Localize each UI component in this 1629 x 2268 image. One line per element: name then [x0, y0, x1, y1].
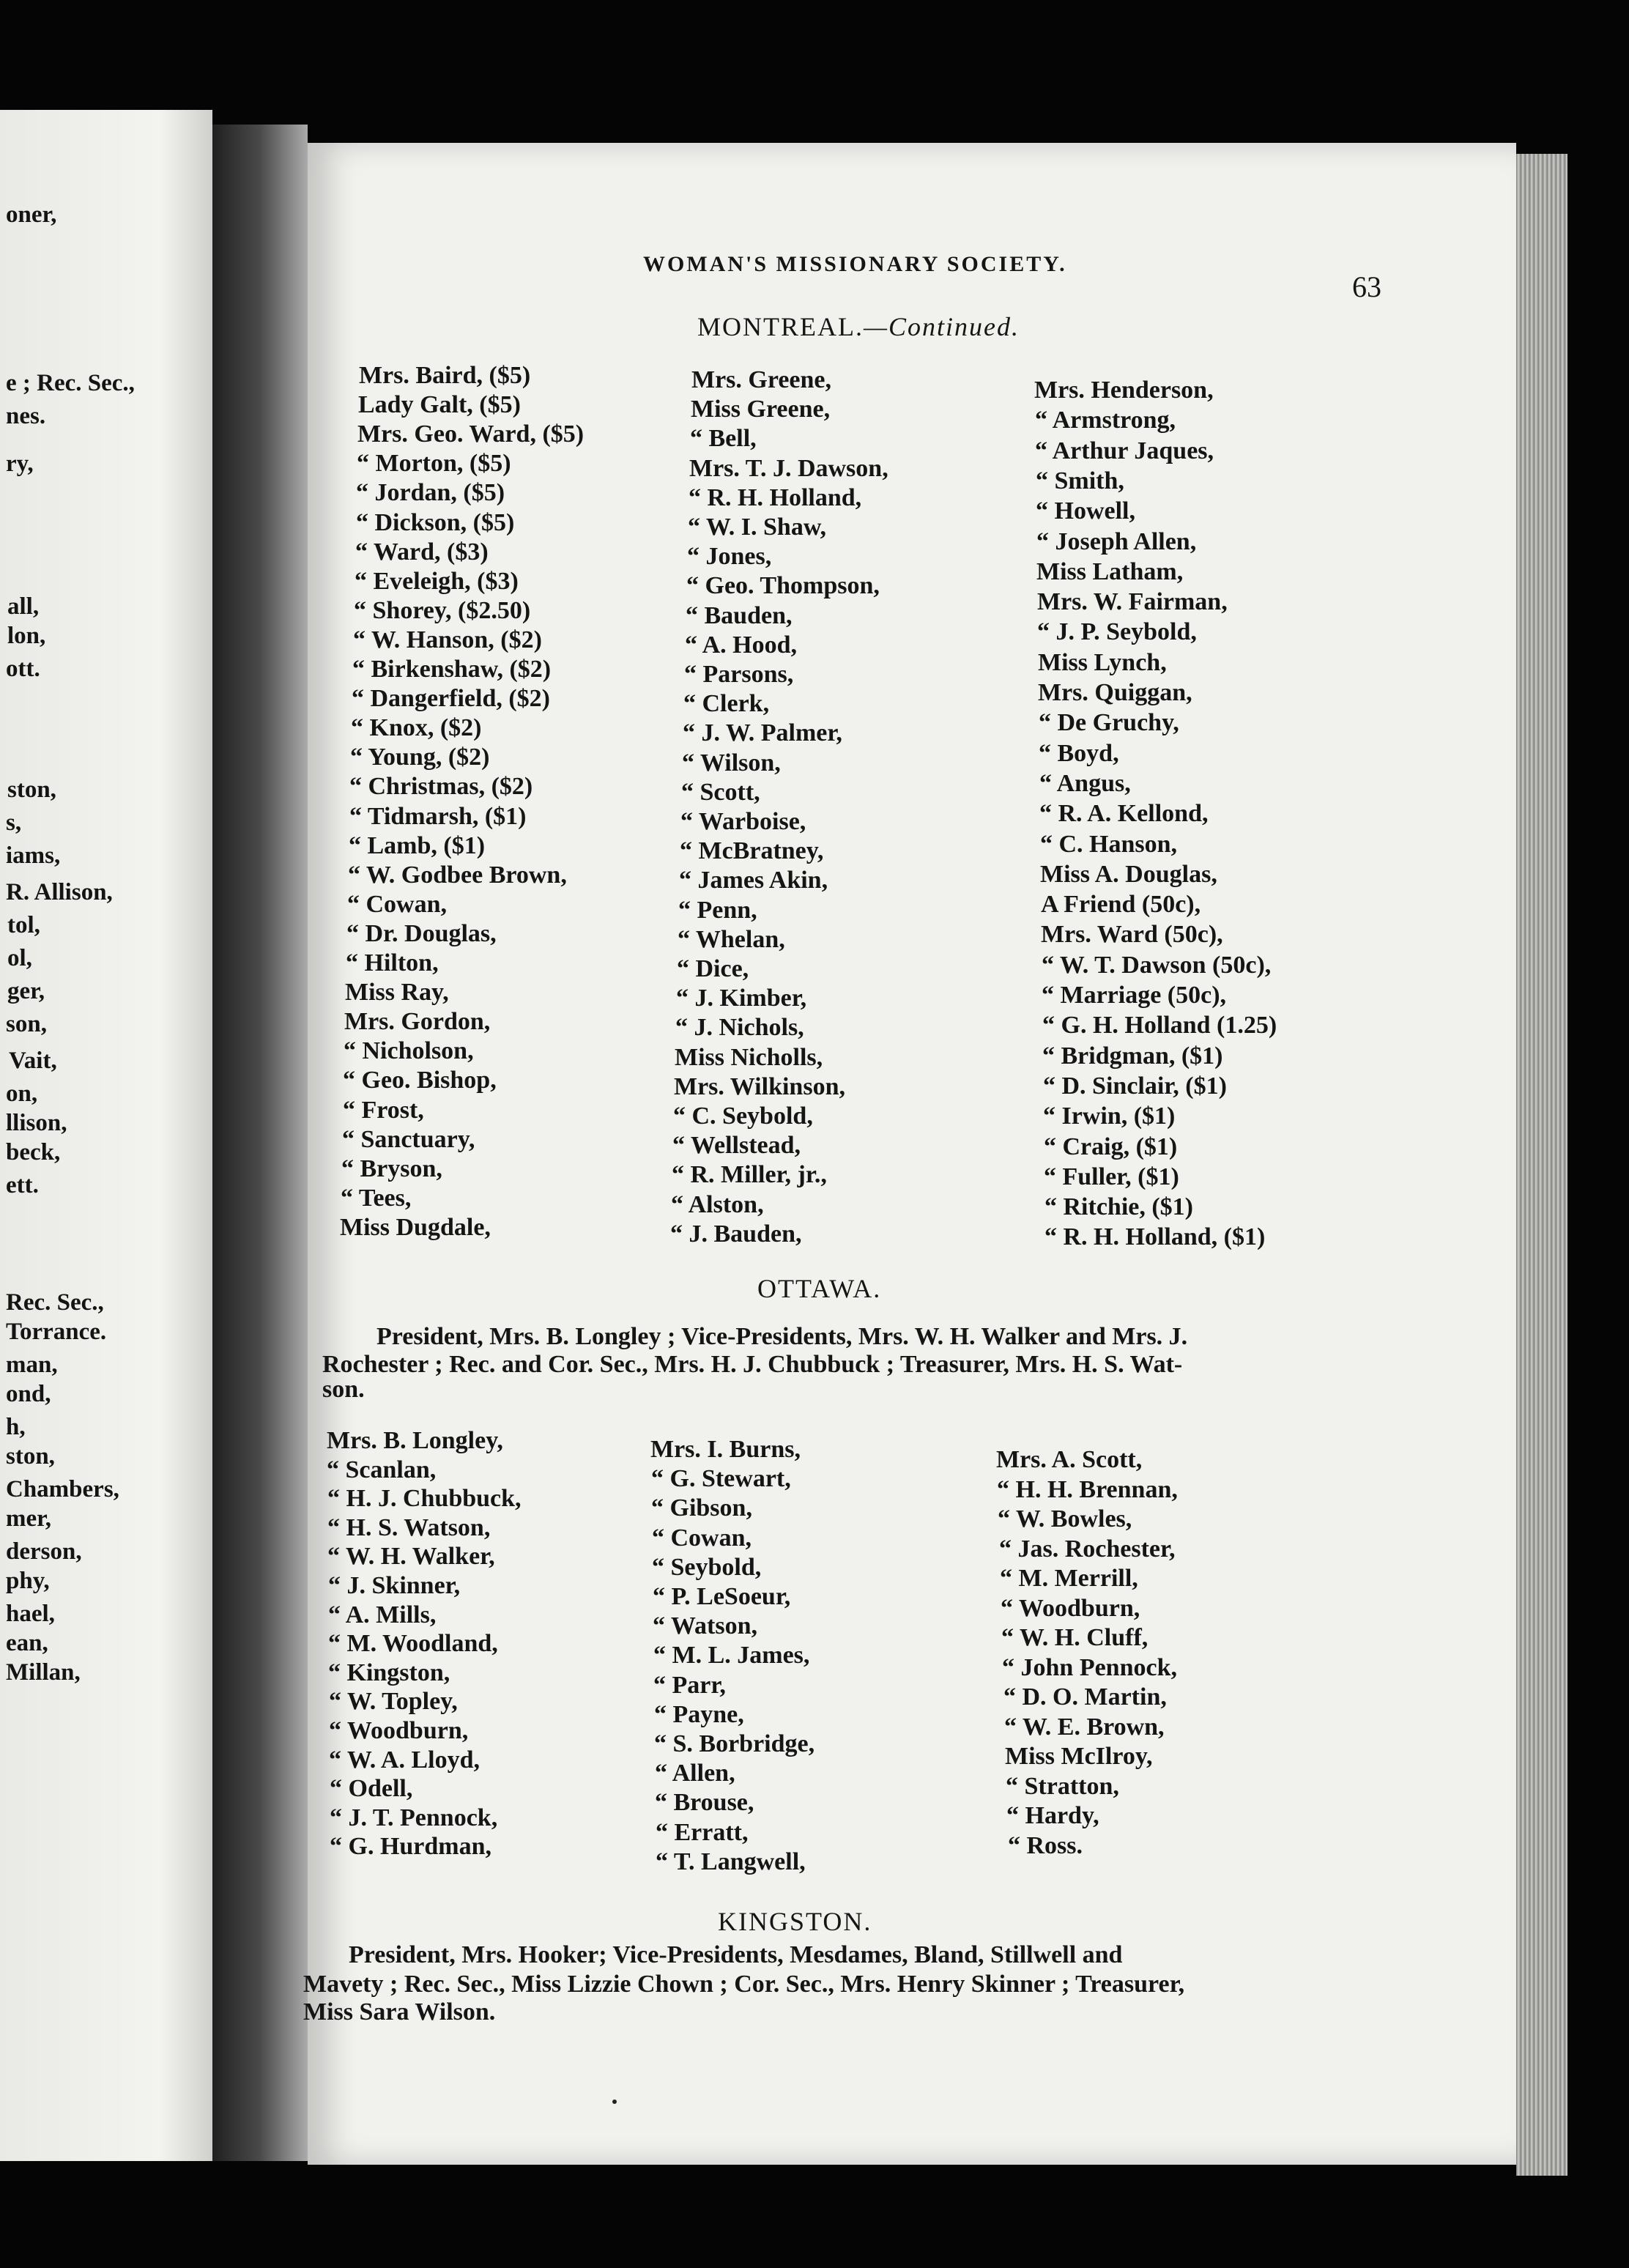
left-page-fragment: Rec. Sec., — [6, 1289, 104, 1316]
montreal-col2-entry: “ Warboise, — [680, 808, 806, 835]
montreal-col3-entry: “ Arthur Jaques, — [1035, 437, 1214, 464]
ottawa-col2-entry: “ M. L. James, — [653, 1642, 810, 1669]
left-page — [0, 110, 212, 2161]
montreal-col1-entry: “ Tees, — [341, 1185, 412, 1212]
ottawa-col3-entry: “ M. Merrill, — [1000, 1565, 1138, 1592]
left-page-fragment: tol, — [7, 912, 40, 938]
montreal-col1-entry: “ Sanctuary, — [342, 1126, 475, 1153]
ottawa-col2-entry: “ Payne, — [654, 1701, 744, 1728]
montreal-col2-entry: “ Jones, — [687, 543, 772, 570]
left-page-fragment: mer, — [6, 1505, 52, 1532]
montreal-col1-entry: “ Ward, ($3) — [355, 538, 489, 566]
montreal-col3-entry: “ Irwin, ($1) — [1043, 1102, 1176, 1130]
kingston-officer-line: Mavety ; Rec. Sec., Miss Lizzie Chown ; Cor. Sec., Mrs. Henry Skinner ; Treasurer, — [303, 1971, 1185, 1998]
ottawa-col1-entry: “ Woodburn, — [329, 1717, 469, 1744]
montreal-col3-entry: “ G. H. Holland (1.25) — [1042, 1012, 1277, 1039]
montreal-col3-entry: A Friend (50c), — [1041, 891, 1201, 918]
montreal-col2-entry: “ Wellstead, — [672, 1132, 801, 1159]
montreal-col3-entry: “ Ritchie, ($1) — [1044, 1193, 1194, 1220]
montreal-col1-entry: Mrs. Gordon, — [344, 1008, 491, 1035]
montreal-col2-entry: “ Dice, — [677, 955, 749, 982]
left-page-fragment: llison, — [6, 1110, 67, 1136]
montreal-col3-entry: Mrs. Quiggan, — [1038, 679, 1192, 706]
montreal-col1-entry: Mrs. Geo. Ward, ($5) — [357, 420, 585, 448]
montreal-col2-entry: Mrs. T. J. Dawson, — [689, 455, 888, 482]
montreal-title: MONTREAL. — [697, 312, 864, 341]
montreal-col1-entry: “ W. Hanson, ($2) — [353, 626, 542, 653]
montreal-col3-entry: “ J. P. Seybold, — [1037, 618, 1197, 645]
ottawa-col2-entry: “ Watson, — [653, 1612, 757, 1639]
montreal-col2-entry: “ Penn, — [678, 897, 757, 924]
montreal-col3-entry: “ Angus, — [1039, 770, 1131, 797]
montreal-col2-entry: “ J. Nichols, — [675, 1014, 804, 1041]
left-page-fragment: ry, — [6, 451, 34, 477]
ottawa-col2-entry: “ T. Langwell, — [656, 1848, 806, 1875]
left-page-fragment: Torrance. — [6, 1319, 107, 1345]
montreal-col1-entry: “ Dickson, ($5) — [356, 509, 515, 536]
montreal-col3-entry: “ Armstrong, — [1035, 407, 1176, 434]
montreal-col2-entry: “ A. Hood, — [685, 631, 798, 659]
montreal-col3-entry: “ Smith, — [1036, 467, 1124, 494]
montreal-col3-entry: Miss Latham, — [1036, 558, 1184, 585]
ottawa-heading: OTTAWA. — [757, 1274, 882, 1303]
montreal-col3-entry: Miss Lynch, — [1038, 649, 1167, 676]
montreal-col3-entry: Mrs. Henderson, — [1034, 377, 1214, 404]
montreal-col1-entry: “ W. Godbee Brown, — [348, 861, 567, 889]
montreal-col1-entry: “ Shorey, ($2.50) — [354, 597, 531, 624]
left-page-fragment: ond, — [6, 1381, 51, 1407]
montreal-col3-entry: “ Fuller, ($1) — [1044, 1163, 1179, 1190]
book-gutter — [212, 125, 308, 2161]
left-page-fragment: Millan, — [6, 1659, 81, 1686]
ottawa-col1-entry: “ Odell, — [330, 1775, 413, 1802]
montreal-col2-entry: “ McBratney, — [680, 837, 824, 864]
ottawa-col1-entry: “ G. Hurdman, — [330, 1833, 492, 1860]
ottawa-col1-entry: “ A. Mills, — [328, 1601, 437, 1628]
ottawa-col3-entry: “ John Pennock, — [1002, 1654, 1177, 1681]
ottawa-col1-entry: “ W. H. Walker, — [327, 1543, 495, 1570]
montreal-col1-entry: “ Birkenshaw, ($2) — [352, 656, 552, 683]
montreal-col1-entry: “ Lamb, ($1) — [349, 832, 486, 859]
montreal-col2-entry: “ J. Kimber, — [676, 985, 807, 1012]
ottawa-col1-entry: “ W. A. Lloyd, — [329, 1746, 480, 1774]
ottawa-col1-entry: Mrs. B. Longley, — [327, 1427, 503, 1454]
montreal-col1-entry: Miss Dugdale, — [340, 1214, 491, 1241]
ottawa-col3-entry: “ Jas. Rochester, — [999, 1535, 1176, 1563]
ottawa-col3-entry: “ Ross. — [1008, 1832, 1083, 1859]
montreal-col1-entry: “ Nicholson, — [344, 1037, 474, 1064]
left-page-fragment: son, — [6, 1011, 47, 1037]
montreal-col2-entry: Miss Greene, — [691, 396, 831, 423]
montreal-col3-entry: “ R. H. Holland, ($1) — [1044, 1223, 1266, 1250]
montreal-col2-entry: “ J. Bauden, — [670, 1220, 802, 1248]
montreal-col1-entry: “ Geo. Bishop, — [343, 1067, 497, 1094]
montreal-heading — [697, 311, 1020, 342]
montreal-continued: —Continued. — [864, 312, 1020, 341]
montreal-col2-entry: Mrs. Wilkinson, — [674, 1073, 845, 1100]
ottawa-col2-entry: “ P. LeSoeur, — [653, 1583, 791, 1610]
ottawa-officer-line: Rochester ; Rec. and Cor. Sec., Mrs. H. J. Chubbuck ; Treasurer, Mrs. H. S. Wat- — [322, 1351, 1183, 1378]
left-page-fragment: ol, — [7, 945, 32, 971]
montreal-col2-entry: “ W. I. Shaw, — [688, 514, 826, 541]
ottawa-col3-entry: “ W. H. Cluff, — [1001, 1624, 1149, 1651]
montreal-col2-entry: “ Bell, — [690, 425, 757, 452]
montreal-col3-entry: Mrs. Ward (50c), — [1041, 921, 1223, 948]
left-page-fragment: ean, — [6, 1630, 48, 1656]
montreal-col1-entry: “ Dr. Douglas, — [346, 920, 497, 947]
montreal-col2-entry: Miss Nicholls, — [675, 1044, 823, 1071]
montreal-col1-entry: “ Eveleigh, ($3) — [355, 568, 519, 595]
ottawa-col1-entry: “ Scanlan, — [327, 1456, 437, 1483]
left-page-fragment: ger, — [7, 978, 45, 1004]
montreal-col2-entry: Mrs. Greene, — [691, 366, 832, 393]
montreal-col2-entry: “ R. Miller, jr., — [672, 1161, 827, 1188]
montreal-col3-entry: “ Marriage (50c), — [1042, 982, 1227, 1009]
montreal-col1-entry: “ Young, ($2) — [350, 744, 490, 771]
left-page-fragment: iams, — [6, 842, 61, 869]
left-page-fragment: e ; Rec. Sec., — [6, 370, 135, 396]
ottawa-officer-line: President, Mrs. B. Longley ; Vice-Presidents, Mrs. W. H. Walker and Mrs. J. — [376, 1323, 1188, 1350]
left-page-fragment: ston, — [6, 1443, 55, 1470]
ottawa-col1-entry: “ M. Woodland, — [328, 1630, 498, 1657]
montreal-col3-entry: “ D. Sinclair, ($1) — [1043, 1072, 1227, 1100]
ottawa-col1-entry: “ H. S. Watson, — [327, 1514, 491, 1541]
ottawa-col3-entry: “ Woodburn, — [1001, 1595, 1140, 1622]
ottawa-col2-entry: “ Cowan, — [652, 1524, 752, 1552]
ottawa-col2-entry: “ Allen, — [655, 1760, 735, 1787]
montreal-col2-entry: “ Clerk, — [683, 690, 770, 717]
montreal-col3-entry: “ Joseph Allen, — [1036, 528, 1197, 555]
montreal-col1-entry: “ Dangerfield, ($2) — [352, 685, 551, 712]
ottawa-col1-entry: “ J. T. Pennock, — [330, 1804, 498, 1831]
montreal-col1-entry: “ Hilton, — [346, 949, 439, 976]
montreal-col1-entry: “ Jordan, ($5) — [356, 479, 505, 506]
montreal-col2-entry: “ Parsons, — [684, 661, 794, 688]
ottawa-col3-entry: “ W. Bowles, — [998, 1505, 1132, 1533]
ottawa-col2-entry: “ Gibson, — [651, 1494, 752, 1522]
ottawa-col3-entry: Mrs. A. Scott, — [996, 1446, 1143, 1473]
left-page-fragment: on, — [6, 1081, 38, 1107]
left-page-fragment: h, — [6, 1414, 26, 1440]
montreal-col1-entry: “ Knox, ($2) — [351, 714, 482, 741]
left-page-fragment: ott. — [6, 656, 40, 682]
montreal-col1-entry: Mrs. Baird, ($5) — [359, 362, 531, 389]
montreal-col3-entry: “ Craig, ($1) — [1044, 1133, 1178, 1160]
montreal-col3-entry: Mrs. W. Fairman, — [1037, 588, 1228, 615]
ottawa-col3-entry: “ D. O. Martin, — [1003, 1683, 1167, 1711]
left-page-fragment: ston, — [7, 777, 56, 803]
left-page-fragment: hael, — [6, 1601, 55, 1627]
montreal-col2-entry: “ Scott, — [681, 779, 760, 806]
montreal-col2-entry: “ R. H. Holland, — [689, 484, 862, 511]
ottawa-col2-entry: “ Brouse, — [655, 1789, 754, 1816]
left-page-fragment: man, — [6, 1352, 58, 1378]
ottawa-col2-entry: Mrs. I. Burns, — [650, 1436, 801, 1463]
left-page-fragment: all, — [7, 593, 40, 620]
ottawa-col3-entry: “ W. E. Brown, — [1004, 1713, 1165, 1741]
montreal-col1-entry: “ Morton, ($5) — [357, 450, 511, 477]
left-page-fragment: lon, — [7, 623, 46, 649]
ottawa-col2-entry: “ Seybold, — [652, 1554, 762, 1581]
ottawa-col3-entry: “ Stratton, — [1006, 1773, 1119, 1800]
running-header: WOMAN'S MISSIONARY SOCIETY. — [643, 252, 1067, 276]
montreal-col1-entry: Miss Ray, — [345, 979, 449, 1006]
montreal-col1-entry: “ Frost, — [343, 1097, 424, 1124]
ink-dot — [612, 2100, 617, 2104]
montreal-col3-entry: “ W. T. Dawson (50c), — [1042, 952, 1272, 979]
montreal-col1-entry: “ Cowan, — [347, 891, 448, 918]
montreal-col2-entry: “ Whelan, — [678, 926, 785, 953]
montreal-col2-entry: “ Wilson, — [682, 749, 781, 777]
montreal-col2-entry: “ Alston, — [671, 1191, 764, 1218]
ottawa-col2-entry: “ S. Borbridge, — [654, 1730, 815, 1757]
montreal-col1-entry: “ Bryson, — [341, 1155, 442, 1182]
montreal-col2-entry: “ James Akin, — [679, 867, 828, 894]
montreal-col1-entry: Lady Galt, ($5) — [358, 391, 521, 418]
ottawa-col1-entry: “ Kingston, — [328, 1659, 450, 1686]
left-page-fragment: Chambers, — [6, 1476, 119, 1502]
left-page-fragment: nes. — [6, 403, 46, 429]
montreal-col3-entry: “ C. Hanson, — [1040, 831, 1178, 858]
ottawa-col3-entry: Miss McIlroy, — [1005, 1743, 1153, 1770]
page-edges — [1516, 154, 1567, 2176]
ottawa-col2-entry: “ G. Stewart, — [651, 1465, 791, 1492]
montreal-col3-entry: “ Howell, — [1036, 497, 1135, 525]
montreal-col1-entry: “ Christmas, ($2) — [349, 773, 533, 800]
left-page-fragment: ett. — [6, 1172, 39, 1198]
left-page-fragment: s, — [6, 809, 22, 836]
ottawa-col2-entry: “ Erratt, — [656, 1819, 749, 1846]
montreal-col2-entry: “ C. Seybold, — [673, 1102, 813, 1130]
montreal-col3-entry: “ Boyd, — [1039, 740, 1119, 767]
montreal-col2-entry: “ Geo. Thompson, — [686, 572, 880, 599]
ottawa-col1-entry: “ J. Skinner, — [328, 1572, 461, 1599]
montreal-col2-entry: “ Bauden, — [686, 602, 793, 629]
montreal-col3-entry: “ Bridgman, ($1) — [1042, 1042, 1223, 1070]
montreal-col2-entry: “ J. W. Palmer, — [683, 719, 842, 746]
kingston-officer-line: Miss Sara Wilson. — [303, 1998, 496, 2026]
ottawa-officer-line: son. — [322, 1376, 365, 1403]
montreal-col3-entry: Miss A. Douglas, — [1040, 861, 1217, 888]
ottawa-col3-entry: “ H. H. Brennan, — [997, 1476, 1178, 1503]
ottawa-col3-entry: “ Hardy, — [1006, 1802, 1099, 1829]
left-page-fragment: phy, — [6, 1568, 50, 1594]
ottawa-col2-entry: “ Parr, — [653, 1672, 726, 1699]
ottawa-col1-entry: “ H. J. Chubbuck, — [327, 1485, 522, 1512]
page-number: 63 — [1352, 270, 1381, 303]
ottawa-col1-entry: “ W. Topley, — [329, 1688, 458, 1715]
left-page-fragment: oner, — [6, 201, 57, 228]
kingston-heading: KINGSTON. — [718, 1907, 872, 1936]
montreal-col3-entry: “ De Gruchy, — [1039, 709, 1179, 736]
left-page-fragment: derson, — [6, 1538, 82, 1565]
left-page-fragment: Vait, — [9, 1048, 57, 1074]
left-page-fragment: R. Allison, — [6, 879, 113, 905]
montreal-col3-entry: “ R. A. Kellond, — [1039, 800, 1209, 827]
kingston-officer-line: President, Mrs. Hooker; Vice-Presidents, Mesdames, Bland, Stillwell and — [349, 1941, 1123, 1968]
left-page-fragment: beck, — [6, 1139, 61, 1166]
montreal-col1-entry: “ Tidmarsh, ($1) — [349, 803, 527, 830]
